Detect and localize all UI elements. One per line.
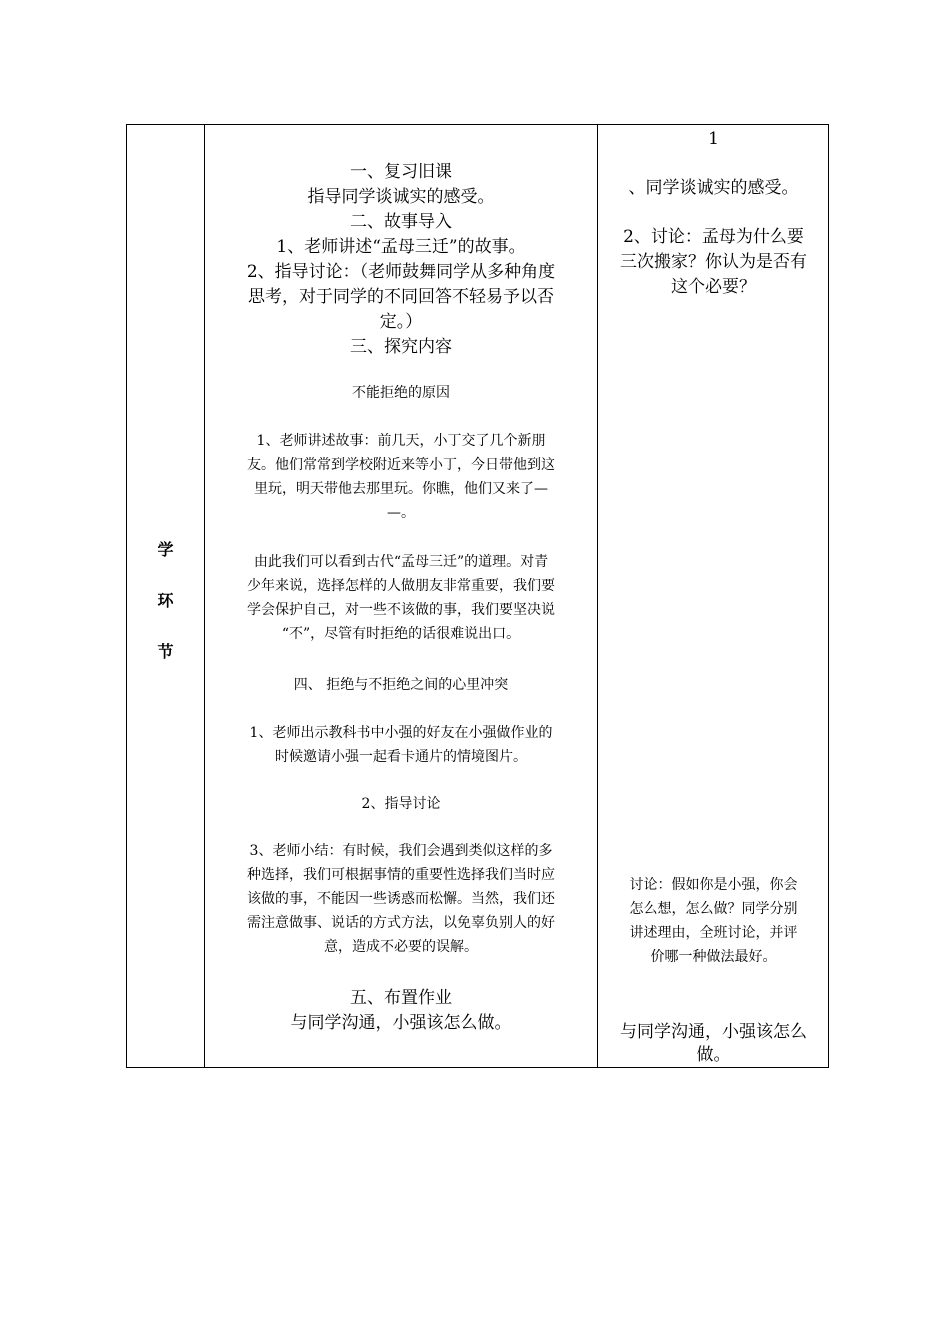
- teacher-activity-column: [205, 125, 597, 1067]
- student-discuss-line: 这个必要？: [671, 277, 756, 297]
- student-comm-line: 与同学沟通，小强该怎么: [620, 1022, 807, 1042]
- lesson-text-line: 少年来说，选择怎样的人做朋友非常重要，我们要: [247, 578, 555, 594]
- explore-title: 三、探究内容: [350, 337, 452, 357]
- conflict-title: 四、 拒绝与不拒绝之间的心里冲突: [293, 677, 509, 693]
- story-step-1: 1、老师讲述“孟母三迁”的故事。: [276, 237, 526, 257]
- review-body: 指导同学谈诚实的感受。: [307, 187, 495, 207]
- discuss-step-2: 2、指导讨论: [361, 796, 441, 812]
- student-think-line: 价哪一种做法最好。: [650, 949, 777, 965]
- reason-title: 不能拒绝的原因: [352, 385, 450, 401]
- homework-body: 与同学沟通，小强该怎么做。: [290, 1013, 512, 1033]
- side-label-char: 环: [157, 591, 174, 610]
- student-item-number: 1: [708, 129, 719, 149]
- story-text-line: 里玩，明天带他去那里玩。你瞧，他们又来了—: [254, 481, 548, 497]
- side-label-char: 学: [157, 540, 174, 559]
- student-comm-line: 做。: [696, 1045, 731, 1065]
- picture-text-line: 1、老师出示教科书中小强的好友在小强做作业的: [249, 725, 553, 741]
- story-text-line: 友。他们常常到学校附近来等小丁，今日带他到这: [247, 457, 555, 473]
- picture-text-line: 时候邀请小强一起看卡通片的情境图片。: [275, 749, 527, 765]
- section-label-column: [127, 125, 204, 1067]
- story-step-2-line: 定。）: [379, 312, 423, 332]
- summary-text-line: 种选择，我们可根据事情的重要性选择我们当时应: [247, 867, 555, 883]
- student-talk: 、同学谈诚实的感受。: [628, 178, 799, 198]
- summary-text-line: 3、老师小结：有时候，我们会遇到类似这样的多: [249, 843, 553, 859]
- summary-text-line: 需注意做事、说话的方式方法，以免辜负别人的好: [247, 915, 555, 931]
- lesson-text-line: 由此我们可以看到古代“孟母三迁”的道理。对青: [253, 554, 549, 570]
- story-step-2-line: 思考，对于同学的不同回答不轻易予以否: [248, 287, 554, 307]
- lesson-text-line: “不”，尽管有时拒绝的话很难说出口。: [281, 626, 521, 642]
- student-think-line: 讨论：假如你是小强，你会: [629, 877, 798, 893]
- student-think-line: 怎么想，怎么做？同学分别: [629, 901, 798, 917]
- side-label-char: 节: [157, 642, 174, 661]
- homework-title: 五、布置作业: [350, 988, 452, 1008]
- student-think-line: 讲述理由，全班讨论，并评: [629, 925, 798, 941]
- student-activity-column: [598, 125, 829, 1067]
- story-text-line: 1、老师讲述故事：前几天，小丁交了几个新朋: [256, 433, 546, 449]
- summary-text-line: 意，造成不必要的误解。: [324, 939, 478, 955]
- story-step-2-line: 2、指导讨论：（老师鼓舞同学从多种角度: [246, 262, 556, 282]
- summary-text-line: 该做的事，不能因一些诱惑而松懈。当然，我们还: [247, 891, 555, 907]
- lesson-plan-table: [126, 124, 829, 1068]
- lesson-text-line: 学会保护自己，对一些不该做的事，我们要坚决说: [247, 602, 555, 618]
- review-title: 一、复习旧课: [350, 162, 452, 182]
- student-discuss-line: 三次搬家？你认为是否有: [620, 252, 807, 272]
- story-text-line: —。: [387, 505, 415, 521]
- student-discuss-line: 2、讨论：孟母为什么要: [623, 227, 804, 247]
- story-title: 二、故事导入: [350, 212, 452, 232]
